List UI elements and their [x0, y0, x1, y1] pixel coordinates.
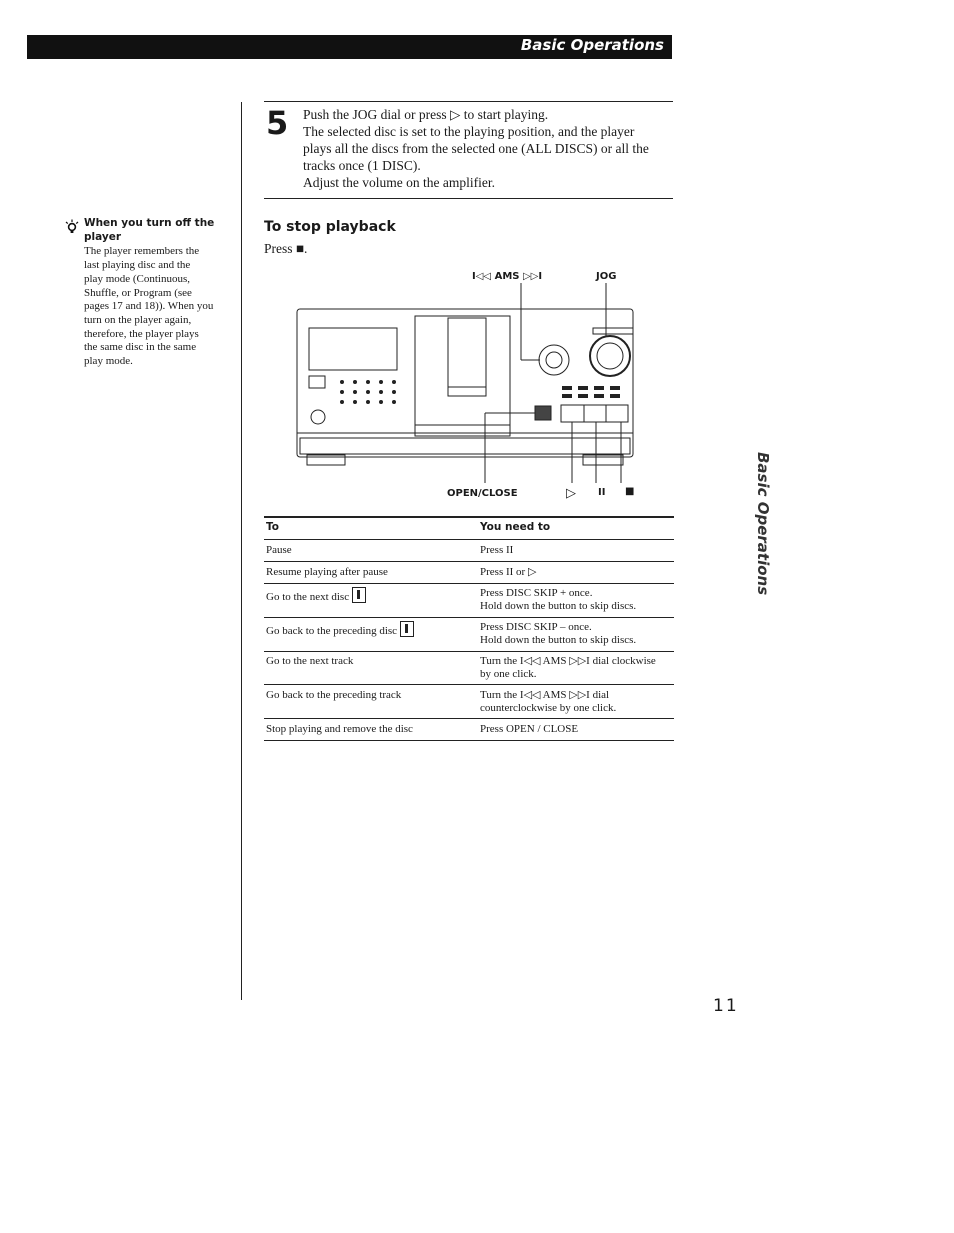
row-to: Resume playing after pause: [266, 566, 388, 578]
row-need: Press II or ▷: [480, 566, 537, 578]
row-to: Go to the next track: [266, 655, 354, 667]
row-rule: [264, 740, 674, 741]
play-symbol: ▷: [566, 486, 576, 501]
tip-line: pages 17 and 18)). When you: [84, 300, 214, 313]
header-you-need-to: You need to: [480, 521, 551, 533]
press-instruction: Press ■.: [264, 241, 308, 256]
row-need: Hold down the button to skip discs.: [480, 634, 637, 646]
step-line: The selected disc is set to the playing position, and the player: [303, 124, 635, 139]
tip-line: play mode (Continuous,: [84, 272, 191, 285]
row-need: Press OPEN / CLOSE: [480, 723, 579, 735]
row-need: by one click.: [480, 668, 537, 680]
row-rule: [264, 684, 674, 685]
header-to: To: [266, 521, 279, 533]
tip-line: play mode.: [84, 355, 133, 368]
step-line: tracks once (1 DISC).: [303, 158, 421, 173]
step-text: [303, 106, 675, 191]
row-rule: [264, 539, 674, 540]
tip-line: Shuffle, or Program (see: [84, 286, 192, 299]
disc-skip-icon: [400, 621, 414, 637]
tip-heading: When you turn off the player: [84, 217, 215, 243]
ams-label: I◁◁ AMS ▷▷I: [472, 271, 543, 282]
row-rule: [264, 583, 674, 584]
row-to: Stop playing and remove the disc: [266, 723, 413, 735]
step-line: plays all the discs from the selected one (ALL DISCS) or all the: [303, 141, 649, 156]
jog-label: JOG: [596, 271, 617, 282]
stop-symbol: ■: [625, 486, 635, 497]
side-tab-label: Basic Operations: [754, 452, 772, 596]
lightbulb-icon: [64, 219, 80, 235]
step-bottom-rule: [264, 198, 673, 199]
row-rule: [264, 718, 674, 719]
row-rule: [264, 651, 674, 652]
row-to: Go to the next disc: [266, 591, 350, 603]
row-rule: [264, 617, 674, 618]
step-top-rule: [264, 101, 673, 102]
tip-line: the same disc in the same: [84, 341, 197, 354]
tip-line: last playing disc and the: [84, 259, 191, 272]
column-divider: [241, 102, 242, 1000]
pause-symbol: II: [598, 487, 606, 498]
row-to: Go back to the preceding disc: [266, 625, 398, 637]
tip-body: [84, 245, 234, 368]
section-heading: To stop playback: [264, 219, 396, 235]
section-header-bar: [27, 35, 672, 59]
row-need: Turn the I◁◁ AMS ▷▷I dial clockwise: [480, 655, 656, 667]
row-rule: [264, 561, 674, 562]
row-to: Go back to the preceding track: [266, 689, 402, 701]
cd-player-illustration: [290, 283, 640, 488]
step-number: 5: [266, 104, 289, 142]
row-need: Turn the I◁◁ AMS ▷▷I dial: [480, 689, 610, 701]
row-need: counterclockwise by one click.: [480, 702, 617, 714]
side-thumb-tab: [752, 452, 774, 602]
row-need: Press II: [480, 544, 514, 556]
row-to: Pause: [266, 544, 292, 556]
tip-line: The player remembers the: [84, 245, 200, 258]
page-number: 11: [713, 996, 739, 1016]
step-line: Adjust the volume on the amplifier.: [303, 175, 495, 190]
row-need: Press DISC SKIP – once.: [480, 621, 592, 633]
open-close-label: OPEN/CLOSE: [447, 488, 518, 499]
table-top-rule: [264, 516, 674, 518]
disc-skip-icon: [352, 587, 366, 603]
section-title: Basic Operations: [520, 36, 664, 54]
tip-box: [64, 217, 234, 369]
row-need: Press DISC SKIP + once.: [480, 587, 593, 599]
row-need: Hold down the button to skip discs.: [480, 600, 637, 612]
step-line: Push the JOG dial or press ▷ to start playing.: [303, 107, 549, 122]
tip-line: therefore, the player plays: [84, 327, 199, 340]
operations-table: [264, 516, 674, 742]
tip-line: turn on the player again,: [84, 313, 192, 326]
